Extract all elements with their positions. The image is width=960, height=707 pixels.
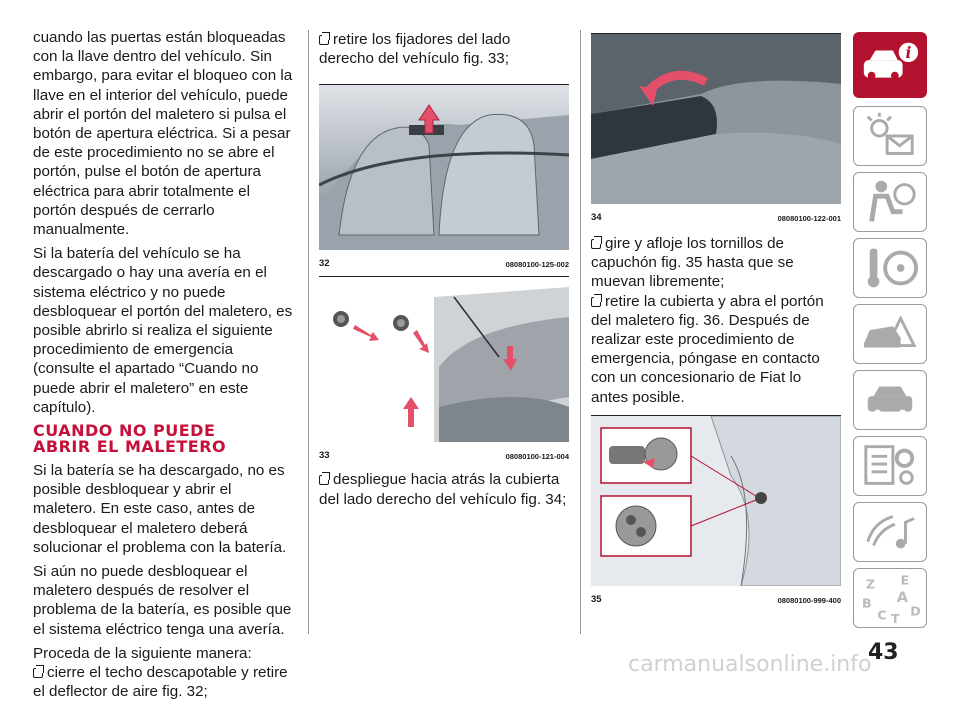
figure-caption bbox=[591, 586, 841, 604]
bullet-text: gire y afloje los tornillos de capuchón fig. 35 hasta que se muevan libremente; bbox=[591, 235, 794, 291]
paragraph-fault: Si aún no puede desbloquear el maletero después de resolver el problema de la batería, es posible que el sistema eléctrico tenga una avería. bbox=[33, 563, 292, 638]
tab-technical-data[interactable] bbox=[853, 436, 927, 496]
index-alphabet-icon bbox=[854, 569, 926, 627]
figure-code: 08080100-999-400 bbox=[777, 595, 841, 605]
bullet-icon bbox=[33, 668, 43, 678]
key-steering-icon bbox=[854, 239, 926, 297]
multimedia-icon bbox=[854, 503, 926, 561]
figure-35 bbox=[591, 415, 841, 604]
figure-34 bbox=[591, 33, 841, 222]
svg-text:C: C bbox=[877, 607, 887, 623]
text-column-middle bbox=[319, 30, 569, 514]
text-column-left bbox=[33, 28, 295, 707]
bullet-text: retire la cubierta y abra el portón del maletero fig. 36. Después de realizar este procedimiento de emergencia, póngase en contacto con un concesionario de Fiat lo antes posible. bbox=[591, 292, 824, 406]
tab-emergency[interactable] bbox=[853, 304, 927, 364]
figure-number: 33 bbox=[319, 450, 330, 462]
figure-image bbox=[591, 416, 841, 586]
car-service-icon bbox=[854, 371, 926, 429]
bullet-text: despliegue hacia atrás la cubierta del lado derecho del vehículo fig. 34; bbox=[319, 471, 567, 508]
figure-32 bbox=[319, 84, 569, 268]
tab-multimedia[interactable] bbox=[853, 502, 927, 562]
text-column-right bbox=[591, 30, 841, 604]
figure-caption bbox=[591, 204, 841, 222]
figure-33 bbox=[319, 276, 569, 460]
figure-code: 08080100-122-001 bbox=[777, 214, 841, 223]
bullet-icon bbox=[319, 475, 329, 485]
tab-car-info[interactable] bbox=[853, 32, 927, 98]
column-divider bbox=[308, 30, 309, 634]
heading-line-2: ABRIR EL MALETERO bbox=[33, 437, 227, 457]
paragraph-procedure: Proceda de la siguiente manera: bbox=[33, 644, 252, 662]
figure-number: 34 bbox=[591, 212, 602, 223]
figure-code: 08080100-125-002 bbox=[505, 260, 569, 270]
bullet-item bbox=[591, 234, 841, 292]
figure-image bbox=[591, 34, 841, 204]
svg-text:D: D bbox=[910, 603, 921, 619]
car-warning-icon bbox=[854, 305, 926, 363]
figure-caption bbox=[319, 442, 569, 460]
bullet-item bbox=[591, 292, 841, 407]
tab-maintenance[interactable] bbox=[853, 370, 927, 430]
settings-list-icon bbox=[854, 437, 926, 495]
seat-airbag-icon bbox=[854, 173, 926, 231]
section-heading bbox=[33, 423, 295, 455]
bullet-item bbox=[319, 30, 569, 68]
tab-warning-lights[interactable] bbox=[853, 106, 927, 166]
tab-starting-driving[interactable] bbox=[853, 238, 927, 298]
page-number: 43 bbox=[868, 640, 899, 665]
column-divider bbox=[580, 30, 581, 634]
bullet-item bbox=[319, 470, 569, 508]
bullet-item bbox=[33, 663, 295, 701]
heading-line-1: CUANDO NO PUEDE bbox=[33, 421, 216, 441]
figure-number: 32 bbox=[319, 258, 330, 270]
svg-text:A: A bbox=[896, 589, 909, 606]
svg-text:E: E bbox=[900, 572, 910, 588]
paragraph-battery: Si la batería del vehículo se ha descargado o hay una avería en el sistema eléctrico y no puede desbloquear el portón del maletero, es posible abrirlo si realiza el siguiente procedimiento de emergencia (consulte el apartado “Cuando no puede abrir el maletero” en este capítulo). bbox=[33, 245, 293, 416]
figure-caption bbox=[319, 250, 569, 268]
figure-image bbox=[319, 277, 569, 442]
tab-safety[interactable] bbox=[853, 172, 927, 232]
svg-text:i: i bbox=[905, 43, 912, 63]
svg-text:Z: Z bbox=[865, 576, 875, 592]
bullet-text: retire los fijadores del lado derecho del vehículo fig. 33; bbox=[319, 31, 511, 68]
bullet-icon bbox=[591, 297, 601, 307]
paragraph-intro: cuando las puertas están bloqueadas con la llave dentro del vehículo. Sin embargo, para evitar el bloqueo con la llave en el interior del vehículo, puede abrir el portón del maletero si pulsa el botón de apertura eléctrica. Si a pesar de este procedimiento no se abre el portón, pulse el botón de apertura eléctrica para abrir totalmente el portón después de cerrarlo manualmente. bbox=[33, 29, 293, 239]
svg-text:B: B bbox=[861, 595, 872, 611]
figure-code: 08080100-121-004 bbox=[505, 452, 569, 462]
bullet-icon bbox=[591, 239, 601, 249]
figure-image bbox=[319, 85, 569, 250]
watermark: carmanualsonline.info bbox=[628, 652, 872, 677]
figure-number: 35 bbox=[591, 593, 602, 605]
paragraph-discharged: Si la batería se ha descargado, no es posible desbloquear y abrir el maletero. En este caso, antes de desbloquear el maletero deberá solucionar el problema con la batería. bbox=[33, 462, 287, 556]
svg-text:T: T bbox=[890, 611, 900, 627]
bullet-icon bbox=[319, 35, 329, 45]
warning-lights-mail-icon bbox=[854, 107, 926, 165]
tab-index[interactable] bbox=[853, 568, 927, 628]
car-info-icon bbox=[854, 33, 926, 97]
bullet-text: cierre el techo descapotable y retire el deflector de aire fig. 32; bbox=[33, 664, 288, 701]
